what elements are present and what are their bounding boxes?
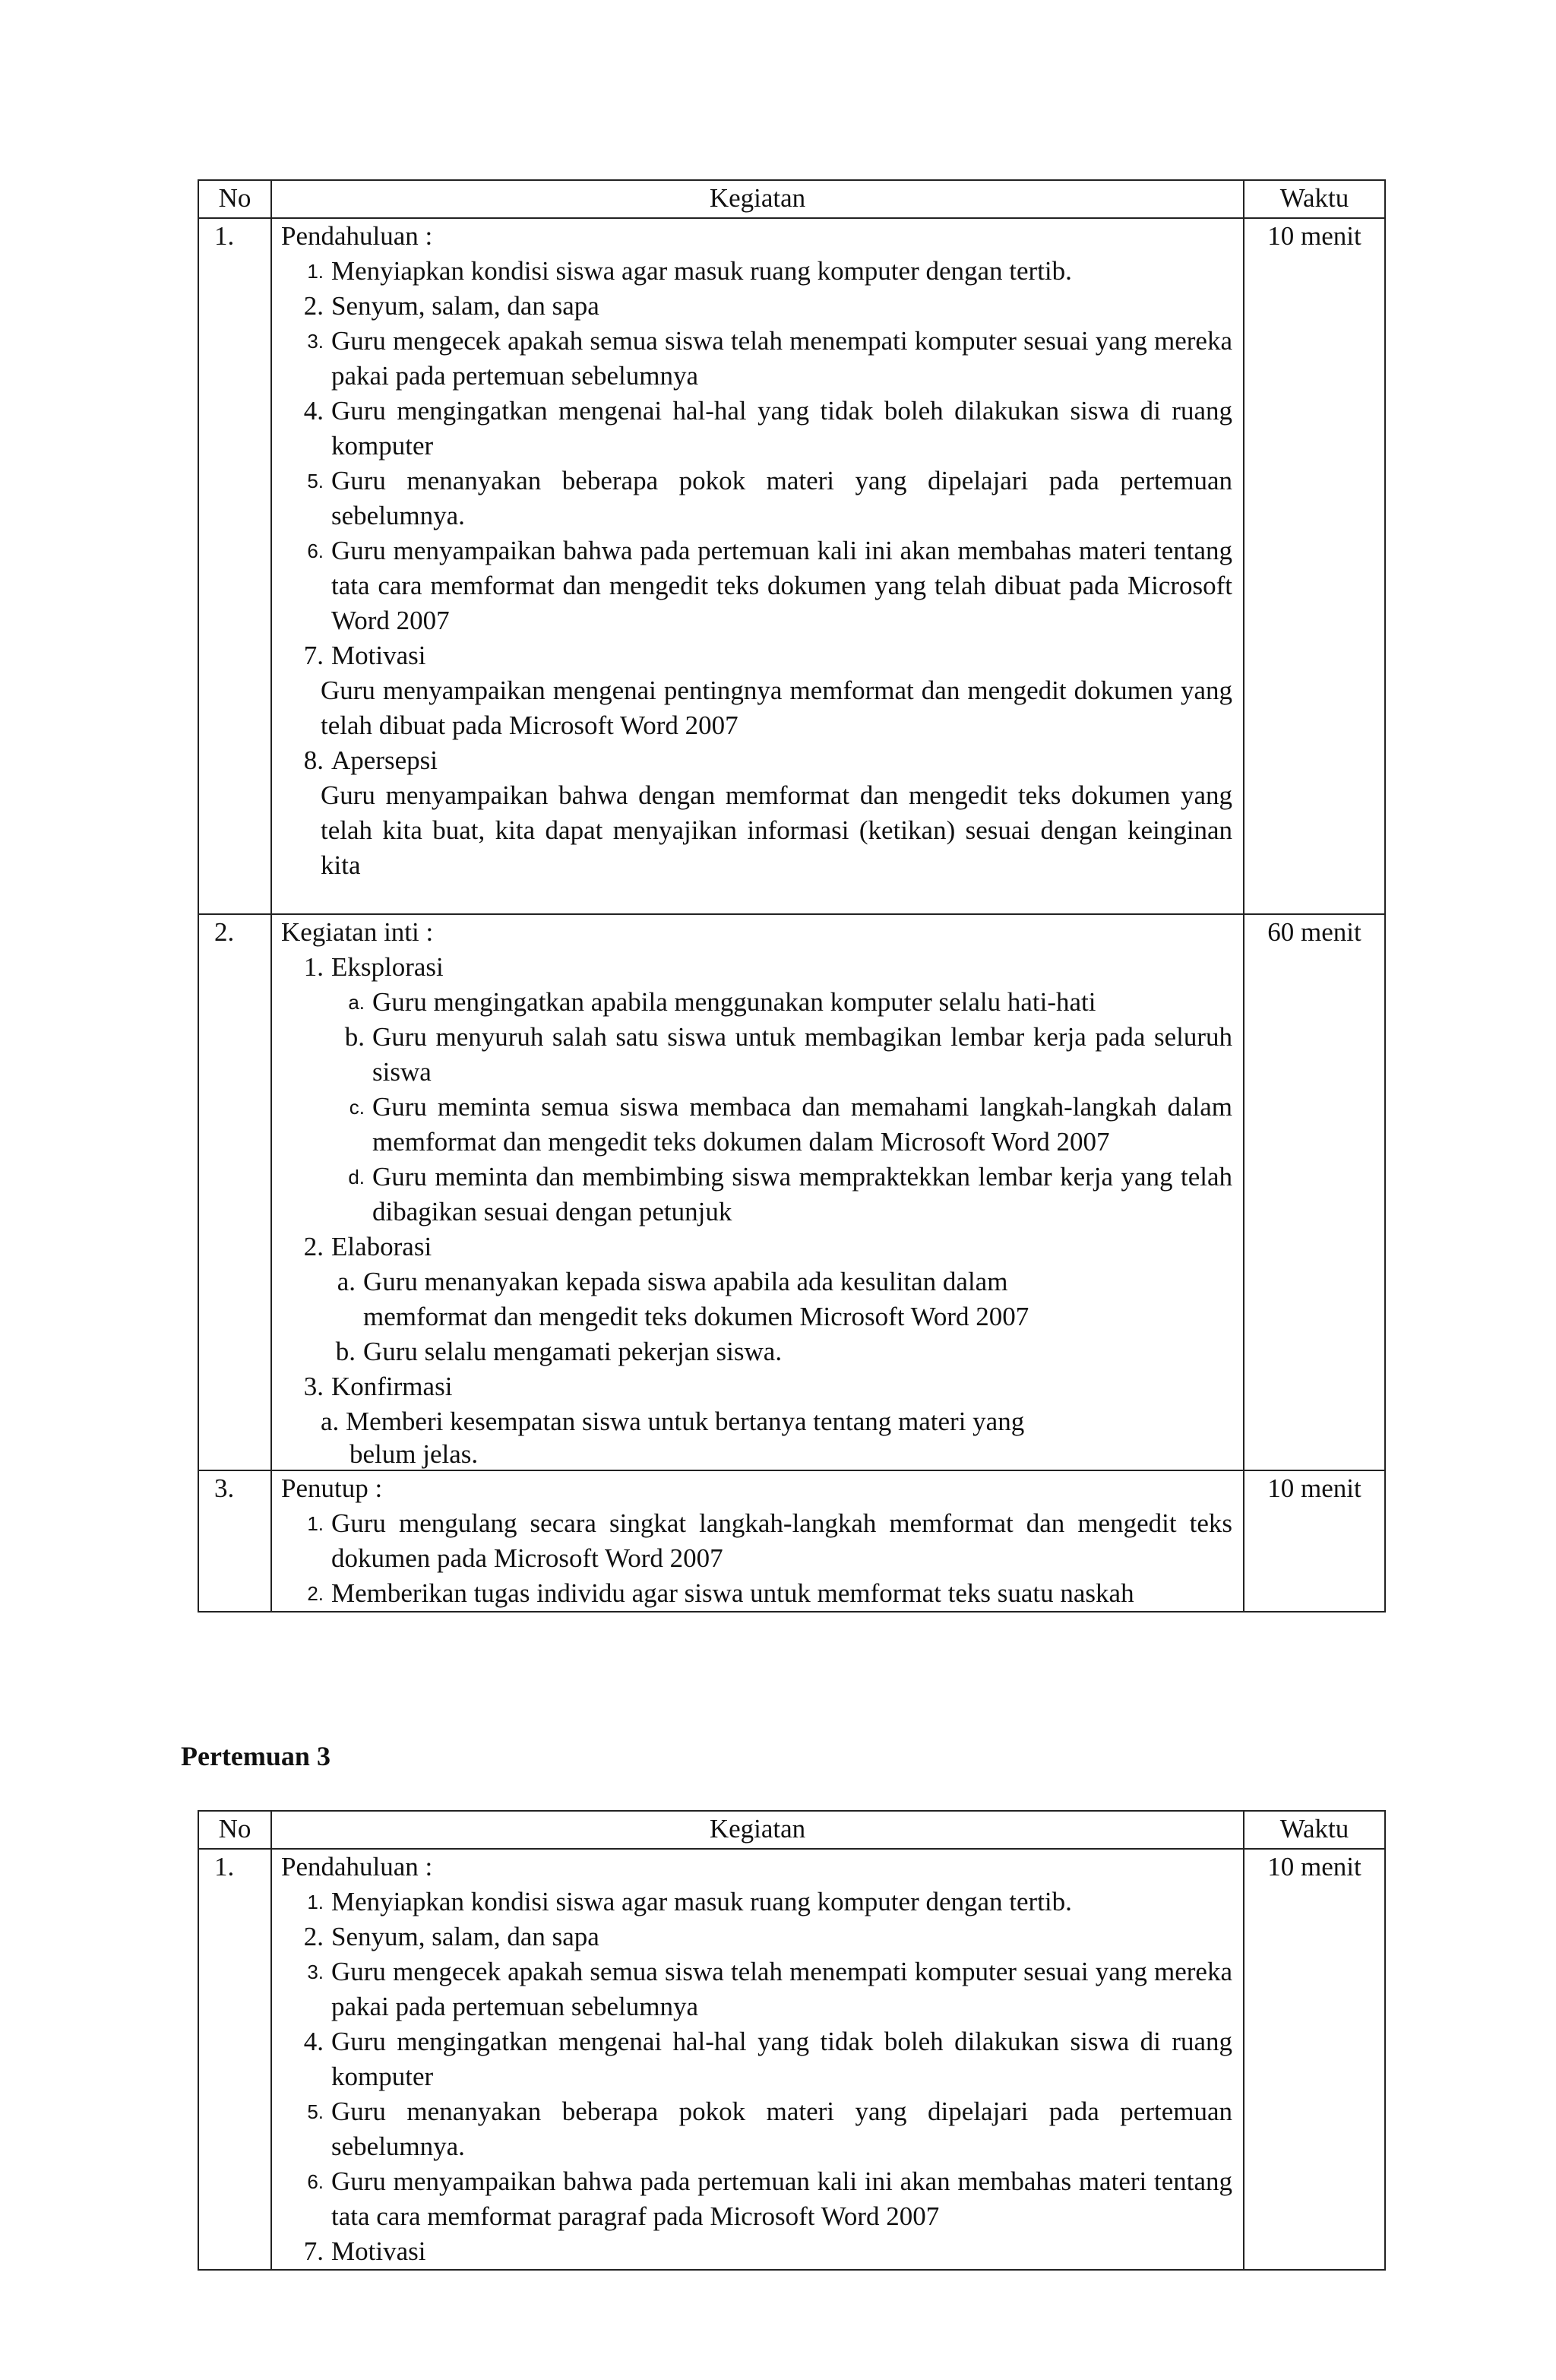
activity-table-2: [198, 1810, 1386, 2271]
list-item: 2. Memberikan tugas individu agar siswa untuk memformat teks suatu naskah: [307, 1578, 1134, 1608]
list-item: 3. Guru mengecek apakah semua siswa telah menempati komputer sesuai yang mereka pakai pada pertemuan sebelumnya: [307, 1957, 1232, 2021]
list-item: 1. Menyiapkan kondisi siswa agar masuk ruang komputer dengan tertib.: [307, 256, 1072, 286]
list-item: 2. Senyum, salam, dan sapa: [303, 291, 599, 321]
header-no: No: [198, 1811, 271, 1849]
konfirmasi-line: belum jelas.: [349, 1439, 479, 1469]
section-title: Pendahuluan :: [281, 221, 433, 251]
list-item: 4. Guru mengingatkan mengenai hal-hal yang tidak boleh dilakukan siswa di ruang komputer: [303, 2027, 1232, 2091]
list-item: 2. Elaborasi: [303, 1232, 432, 1261]
header-waktu: Waktu: [1244, 180, 1385, 218]
section-title: Kegiatan inti :: [281, 917, 434, 947]
list-item: 5. Guru menanyakan beberapa pokok materi yang dipelajari pada pertemuan sebelumnya.: [307, 466, 1232, 530]
list-item: 6. Guru menyampaikan bahwa pada pertemuan kali ini akan membahas materi tentang tata cara memformat dan mengedit teks dokumen yang telah dibuat pada Microsoft Word 2007: [307, 536, 1232, 635]
sub-list-item: a. Guru mengingatkan apabila menggunakan komputer selalu hati-hati: [348, 987, 1096, 1017]
table-row: [198, 218, 1385, 914]
table-row: [198, 914, 1385, 1470]
sub-list-item: c. Guru meminta semua siswa membaca dan memahami langkah-langkah dalam memformat dan mengedit teks dokumen dalam Microsoft Word 2007: [349, 1092, 1232, 1157]
list-item: 4. Guru mengingatkan mengenai hal-hal yang tidak boleh dilakukan siswa di ruang komputer: [303, 396, 1232, 460]
row-number: 1.: [198, 218, 271, 914]
row-duration: 10 menit: [1244, 1849, 1385, 2270]
motivasi-paragraph: Guru menyampaikan mengenai pentingnya memformat dan mengedit dokumen yang telah dibuat pada Microsoft Word 2007: [321, 676, 1232, 740]
list-item: 5. Guru menanyakan beberapa pokok materi yang dipelajari pada pertemuan sebelumnya.: [307, 2097, 1232, 2161]
table-row: [198, 1849, 1385, 2270]
list-item: 1. Menyiapkan kondisi siswa agar masuk ruang komputer dengan tertib.: [307, 1887, 1072, 1916]
apersepsi-paragraph: Guru menyampaikan bahwa dengan memformat dan mengedit teks dokumen yang telah kita buat, kita dapat menyajikan informasi (ketikan) sesuai dengan keinginan kita: [321, 780, 1232, 880]
list-item: 8. Apersepsi: [303, 745, 438, 775]
table-header-row: [198, 1811, 1385, 1849]
row-duration: 60 menit: [1244, 914, 1385, 1470]
activity-table-1: [198, 179, 1386, 1613]
section-title: Pendahuluan :: [281, 1852, 433, 1882]
header-kegiatan: Kegiatan: [271, 1811, 1244, 1849]
list-item: 3. Konfirmasi: [303, 1372, 453, 1401]
row-activity: [271, 218, 1244, 914]
list-item: 1. Eksplorasi: [303, 952, 444, 982]
section-heading: Pertemuan 3: [181, 1741, 330, 1771]
row-duration: 10 menit: [1244, 1470, 1385, 1612]
row-number: 2.: [198, 914, 271, 1470]
table-row: [198, 1470, 1385, 1612]
table-header-row: [198, 180, 1385, 218]
row-number: 1.: [198, 1849, 271, 2270]
row-activity: [271, 1849, 1244, 2270]
sub-list-item: b. Guru selalu mengamati pekerjan siswa.: [335, 1337, 783, 1366]
sub-list-continuation: memformat dan mengedit teks dokumen Microsoft Word 2007: [363, 1302, 1029, 1331]
row-duration: 10 menit: [1244, 218, 1385, 914]
konfirmasi-line: a. Memberi kesempatan siswa untuk bertanya tentang materi yang: [321, 1407, 1025, 1436]
list-item: 7. Motivasi: [303, 641, 426, 670]
header-kegiatan: Kegiatan: [271, 180, 1244, 218]
sub-list-item: d. Guru meminta dan membimbing siswa mempraktekkan lembar kerja yang telah dibagikan sesuai dengan petunjuk: [348, 1162, 1232, 1226]
section-title: Penutup :: [281, 1473, 383, 1503]
header-waktu: Waktu: [1244, 1811, 1385, 1849]
list-item: 7. Motivasi: [303, 2236, 426, 2266]
row-activity: [271, 914, 1244, 1470]
sub-list-item: a. Guru menanyakan kepada siswa apabila ada kesulitan dalam: [337, 1267, 1008, 1296]
sub-list-item: b. Guru menyuruh salah satu siswa untuk membagikan lembar kerja pada seluruh siswa: [344, 1022, 1232, 1087]
row-number: 3.: [198, 1470, 271, 1612]
header-no: No: [198, 180, 271, 218]
list-item: 2. Senyum, salam, dan sapa: [303, 1922, 599, 1951]
list-item: 6. Guru menyampaikan bahwa pada pertemuan kali ini akan membahas materi tentang tata cara memformat paragraf pada Microsoft Word 2007: [307, 2166, 1232, 2231]
list-item: 3. Guru mengecek apakah semua siswa telah menempati komputer sesuai yang mereka pakai pada pertemuan sebelumnya: [307, 326, 1232, 391]
row-activity: [271, 1470, 1244, 1612]
list-item: 1. Guru mengulang secara singkat langkah-langkah memformat dan mengedit teks dokumen pada Microsoft Word 2007: [307, 1508, 1232, 1573]
